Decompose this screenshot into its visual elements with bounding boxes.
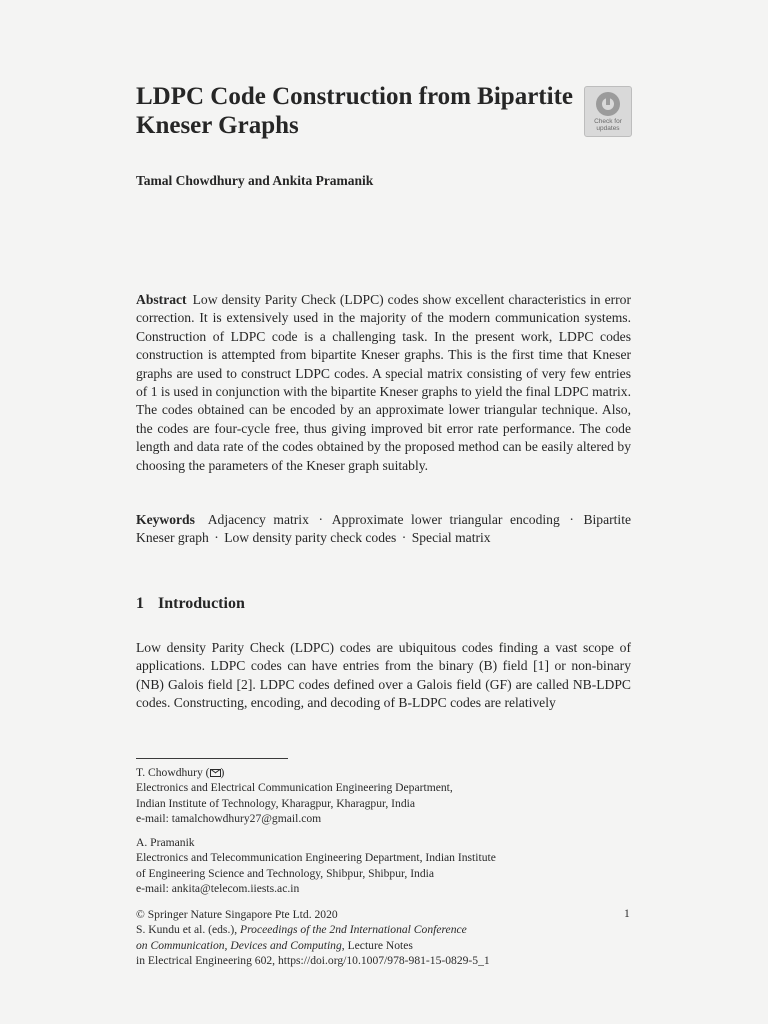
section-heading-introduction: [136, 595, 245, 613]
author1-inst: Indian Institute of Technology, Kharagpur, Kharagpur, India: [136, 796, 416, 810]
footnote-author1: T. Chowdhury ( ) Electronics and Electrical Communication Engineering Department, Indian Institute of Technology, Kharagpur, Kharagpur, India e-mail: tamalchowdhury27@gmail.com: [136, 765, 636, 827]
author-list: Tamal Chowdhury and Ankita Pramanik: [136, 173, 374, 188]
author1-dept: Electronics and Electrical Communication Engineering Department,: [136, 781, 453, 795]
author1-name: T. Chowdhury: [136, 766, 203, 779]
envelope-icon[interactable]: [210, 769, 221, 777]
author2-dept: Electronics and Telecommunication Engineering Department, Indian Institute: [136, 851, 496, 865]
proceedings-title-part2: on Communication, Devices and Computing: [136, 938, 342, 952]
paper-title-line1: LDPC Code Construction from Bipartite: [136, 83, 573, 110]
series-name: , Lecture Notes: [341, 938, 413, 952]
keyword-item: Bipartite Kneser graph: [136, 512, 632, 546]
keyword-separator: ·: [318, 512, 323, 527]
keyword-separator: ·: [214, 530, 219, 546]
abstract-label: Abstract: [136, 292, 187, 307]
keyword-item: Approximate lower triangular encoding: [331, 512, 560, 527]
keyword-item: Special matrix: [411, 530, 491, 546]
author1-email[interactable]: e-mail: tamalchowdhury27@gmail.com: [136, 812, 322, 826]
introduction-paragraph: Low density Parity Check (LDPC) codes are ubiquitous codes finding a vast scope of applications. LDPC codes can have entries from the binary (B) field [1] or non-binary (NB) Galois field [2]. LDPC codes defined over a Galois field (GF) are called NB-LDPC codes. Constructing, encoding, and decoding of B-LDPC codes are relatively: [136, 640, 631, 711]
doi-link[interactable]: https://doi.org/10.1007/978-981-15-0829-5_1: [277, 954, 490, 968]
section-title: Introduction: [158, 595, 245, 612]
section-number: 1: [136, 595, 144, 612]
keywords: [136, 511, 631, 548]
bookmark-ring-icon: [596, 92, 620, 116]
paper-title: [136, 82, 576, 140]
keyword-separator: ·: [401, 530, 407, 546]
author2-email[interactable]: e-mail: ankita@telecom.iiests.ac.in: [136, 882, 300, 896]
footnote-divider: [136, 758, 288, 759]
abstract: [136, 291, 631, 475]
keyword-item: Low density parity check codes: [224, 530, 397, 546]
author2-inst: of Engineering Science and Technology, Shibpur, Shibpur, India: [136, 866, 435, 880]
abstract-text: Low density Parity Check (LDPC) codes show excellent characteristics in error correction. It is extensively used in the majority of the modern communication systems. Construction of LDPC code is a challenging task. In the present work, LDPC codes construction is attempted from bipartite Kneser graphs. This is the first time that Kneser graphs are used to construct LDPC codes. A special matrix consisting of very few entries of 1 is used in conjunction with the bipartite Kneser graphs to yield the final LDPC matrix. The codes obtained can be encoded by an approximate lower triangular technique. Also, the codes are four-cycle free, thus giving improved bit error rate performance. The code length and data rate of the codes obtained by the proposed method can be easily altered by choosing the parameters of the Kneser graph suitably.: [136, 292, 631, 473]
keywords-label: Keywords: [136, 512, 195, 527]
keyword-separator: ·: [569, 512, 574, 527]
page-number: 1: [624, 907, 630, 920]
proceedings-title-part1: Proceedings of the 2nd International Conference: [240, 923, 467, 937]
badge-label-line2: updates: [596, 125, 620, 132]
footnote-author2: [136, 835, 636, 897]
badge-label-line1: Check for: [594, 118, 622, 125]
badge-label: [585, 118, 631, 132]
publication-info: [136, 907, 636, 969]
paper-title-line2: Kneser Graphs: [136, 112, 299, 139]
keyword-item: Adjacency matrix: [207, 512, 309, 527]
editors: S. Kundu et al. (eds.),: [136, 923, 241, 937]
author2-name: A. Pramanik: [136, 836, 195, 849]
check-for-updates-badge[interactable]: [584, 86, 632, 137]
series-volume: in Electrical Engineering 602,: [136, 954, 278, 968]
copyright-line: © Springer Nature Singapore Pte Ltd. 2020: [136, 908, 338, 921]
